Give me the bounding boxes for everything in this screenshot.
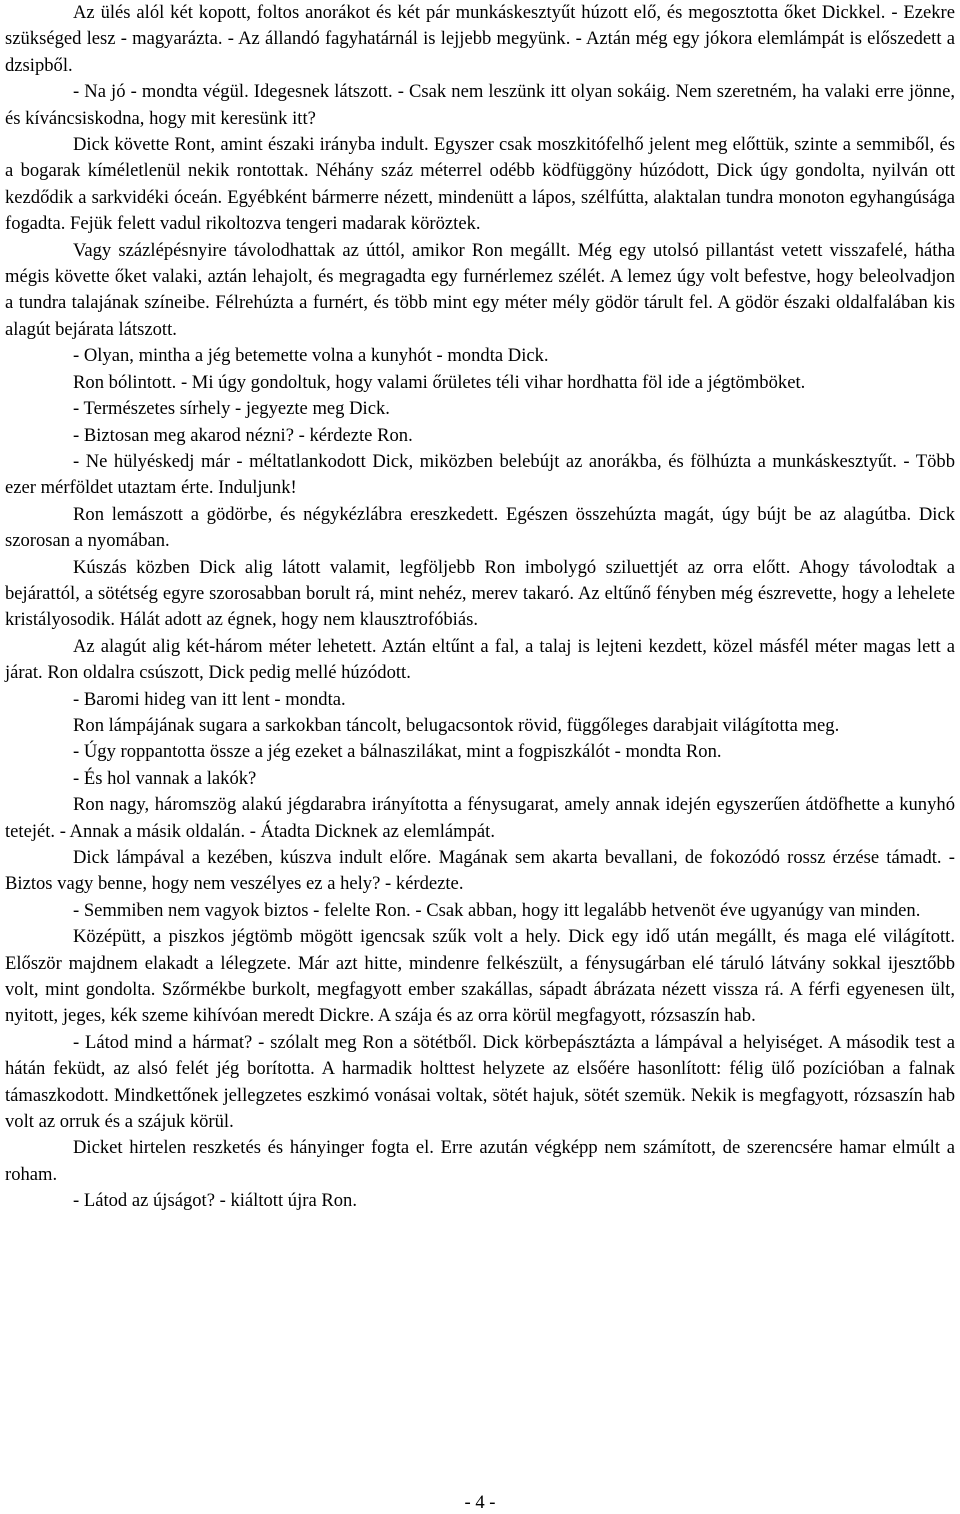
paragraph-20: Középütt, a piszkos jégtömb mögött igencsak szűk volt a hely. Dick egy idő után megállt, és maga elé világított. Először majdnem elakadt a lélegzete. Már azt hitte, mindenre felkészült, a fénysugárban elé táruló látvány sokkal ijesztőbb volt, mint gondolta. Szőrmékbe burkolt, megfagyott ember szakállas, sápadt ábrázata nézett vissza rá. A férfi egyenesen ült, nyitott, jeges, kék szeme kihívóan meredt Dickre. A szája és az orra körül megfagyott, rózsaszín hab. (5, 926, 955, 1027)
paragraph-15: - Úgy roppantotta össze a jég ezeket a bálnaszilákat, mint a fogpiszkálót - mondta Ron. (73, 741, 722, 763)
paragraph-13: - Baromi hideg van itt lent - mondta. (73, 688, 346, 710)
paragraph-1: Az ülés alól két kopott, foltos anorákot és két pár munkáskesztyűt húzott elő, és megosztotta őket Dickkel. - Ezekre szükséged lesz - magyarázta. - Az állandó fagyhatárnál is lejjebb megyünk. - Aztán még egy jókora elemlámpát is előszedett a dzsipből. (5, 2, 955, 76)
paragraph-16: - És hol vannak a lakók? (73, 767, 257, 789)
paragraph-9: - Ne hülyéskedj már - méltatlankodott Dick, miközben belebújt az anorákba, és fölhúzta a munkáskesztyűt. - Több ezer mérföldet utaztam érte. Induljunk! (5, 450, 955, 499)
paragraph-2: - Na jó - mondta végül. Idegesnek látszott. - Csak nem leszünk itt olyan sokáig. Nem szeretném, ha valaki erre jönne, és kíváncsiskodna, hogy mit keresünk itt? (5, 81, 955, 129)
document-page (5, 0, 955, 1514)
paragraph-4: Vagy százlépésnyire távolodhattak az úttól, amikor Ron megállt. Még egy utolsó pillantást vetett visszafelé, hátha mégis követte őket valaki, aztán lehajolt, és megragadta egy furnérlemez szélét. A lemez úgy volt befestve, hogy beleolvadjon a tundra talajának színeibe. Félrehúzta a furnért, és több mint egy méter mély gödör tárult fel. A gödör északi oldalfalában kis alagút bejárata látszott. (5, 239, 955, 340)
paragraph-8: - Biztosan meg akarod nézni? - kérdezte Ron. (73, 424, 413, 446)
page-number: - 4 - (464, 1492, 496, 1513)
paragraph-18: Dick lámpával a kezében, kúszva indult előre. Magának sem akarta bevallani, de fokozódó rossz érzése támadt. - Biztos vagy benne, hogy nem veszélyes ez a hely? - kérdezte. (5, 847, 955, 895)
paragraph-5: - Olyan, mintha a jég betemette volna a kunyhót - mondta Dick. (73, 345, 549, 367)
paragraph-19: - Semmiben nem vagyok biztos - felelte Ron. - Csak abban, hogy itt legalább hetvenöt éve ugyanúgy van minden. (73, 899, 921, 921)
paragraph-23: - Látod az újságot? - kiáltott újra Ron. (73, 1190, 357, 1212)
paragraph-7: - Természetes sírhely - jegyezte meg Dick. (73, 398, 390, 420)
paragraph-17: Ron nagy, háromszög alakú jégdarabra irányította a fénysugarat, amely annak idején egyszerűen átdöfhette a kunyhó tetejét. - Annak a másik oldalán. - Átadta Dicknek az elemlámpát. (5, 794, 955, 842)
paragraph-14: Ron lámpájának sugara a sarkokban táncolt, belugacsontok rövid, függőleges darabjait világította meg. (73, 714, 840, 736)
paragraph-3: Dick követte Ront, amint északi irányba indult. Egyszer csak moszkitófelhő jelent meg előttük, szinte a semmiből, és a bogarak kíméletlenül nekik rontottak. Néhány száz méterrel odébb ködfüggöny húzódott, Dick úgy gondolta, nyilván ott kezdődik a sarkvidéki óceán. Egyébként bármerre nézett, mindenütt a lápos, szélfútta, alaktalan tundra monoton egyhangúsága fogadta. Fejük felett vadul rikoltozva tengeri madarak köröztek. (5, 134, 955, 235)
paragraph-22: Dicket hirtelen reszketés és hányinger fogta el. Erre azután végképp nem számított, de szerencsére hamar elmúlt a roham. (5, 1137, 955, 1185)
paragraph-11: Kúszás közben Dick alig látott valamit, legföljebb Ron imbolygó sziluettjét az orra előtt. Ahogy távolodtak a bejárattól, a sötétség egyre szorosabban borult rá, mint nehéz, merev takaró. Az eltűnő fényben még észrevette, hogy a lehelete kristályosodik. Hálát adott az égnek, hogy nem klausztrofóbiás. (5, 556, 955, 631)
paragraph-21: - Látod mind a hármat? - szólalt meg Ron a sötétből. Dick körbepásztázta a lámpával a helyiséget. A második test a hátán feküdt, az alsó felét jég borította. A harmadik holttest helyzete az elsőére hasonlított: félig ülő pozícióban a falnak támaszkodott. Mindkettőnek jellegzetes eszkimó vonásai voltak, sötét hajuk, sötét szemük. Nekik is megfagyott, rózsaszín hab volt az orruk és a szájuk körül. (5, 1031, 955, 1133)
paragraph-12: Az alagút alig két-három méter lehetett. Aztán eltűnt a fal, a talaj is lejteni kezdett, közel másfél méter magas lett a járat. Ron oldalra csúszott, Dick pedig mellé húzódott. (5, 635, 955, 684)
paragraph-10: Ron lemászott a gödörbe, és négykézlábra ereszkedett. Egészen összehúzta magát, úgy bújt be az alagútba. Dick szorosan a nyomában. (5, 503, 955, 552)
paragraph-6: Ron bólintott. - Mi úgy gondoltuk, hogy valami őrületes téli vihar hordhatta föl ide a jégtömböket. (73, 371, 806, 393)
